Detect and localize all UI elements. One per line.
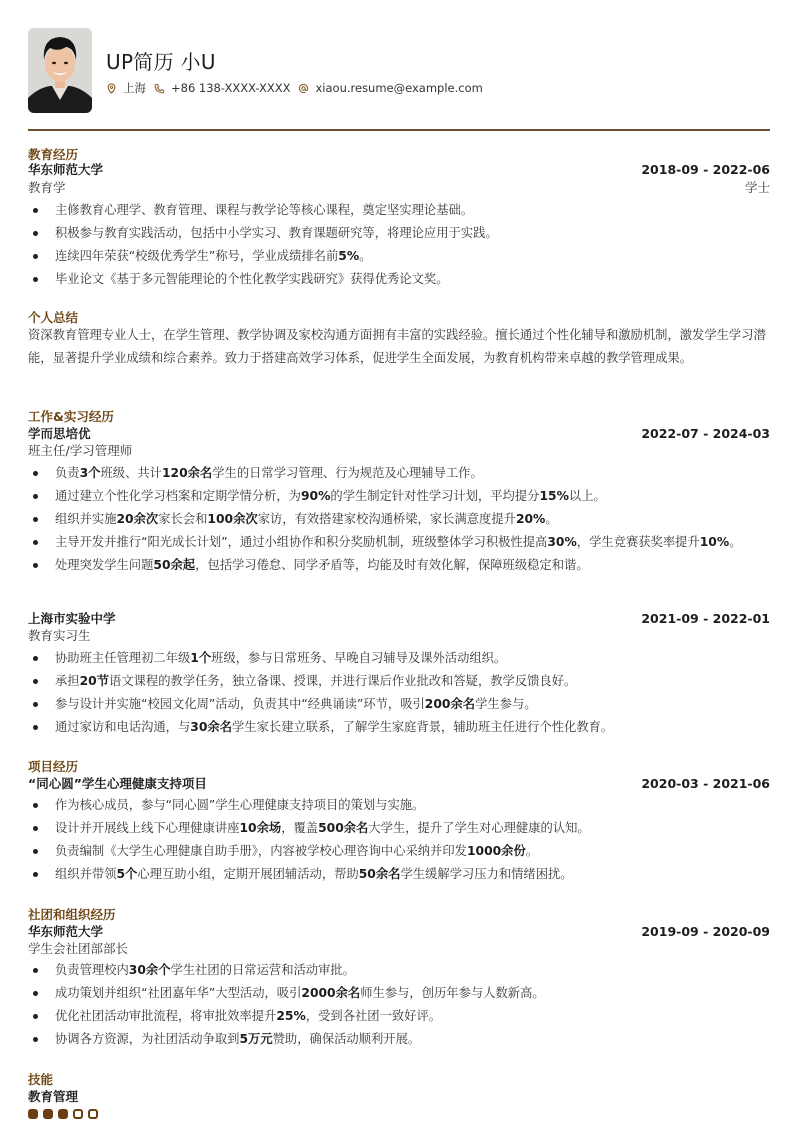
job-date: 2021-09 - 2022-01 bbox=[641, 610, 770, 626]
bullet-item: 参与设计并实施“校园文化周”活动，负责其中“经典诵读”环节，吸引200余名学生参与。 bbox=[28, 693, 770, 716]
company-name: 上海市实验中学 bbox=[28, 611, 116, 626]
location-pin-icon bbox=[106, 83, 117, 94]
candidate-name: UP简历 小U bbox=[106, 50, 216, 74]
job-header bbox=[28, 609, 770, 627]
bullet-item: 负责管理校内30余个学生社团的日常运营和活动审批。 bbox=[28, 959, 770, 982]
job-subheader bbox=[28, 441, 770, 459]
skill-level-rating bbox=[28, 1109, 103, 1119]
club-bullets bbox=[28, 959, 770, 1051]
bullet-item: 成功策划并组织“社团嘉年华”大型活动，吸引2000余名师生参与，创历年参与人数新高。 bbox=[28, 982, 770, 1005]
job-date: 2022-07 - 2024-03 bbox=[641, 425, 770, 441]
job-role: 班主任/学习管理师 bbox=[28, 443, 133, 458]
contact-info bbox=[106, 80, 491, 96]
club-role: 学生会社团部部长 bbox=[28, 941, 129, 956]
job-header bbox=[28, 424, 770, 442]
bullet-item: 承担20节语文课程的教学任务，独立备课、授课，并进行课后作业批改和答疑，教学反馈良好。 bbox=[28, 670, 770, 693]
section-title-work: 工作&实习经历 bbox=[28, 409, 114, 424]
bullet-item: 通过建立个性化学习档案和定期学情分析，为90%的学生制定针对性学习计划，平均提分15%以上。 bbox=[28, 485, 758, 508]
skill-dot-filled-icon bbox=[58, 1109, 68, 1119]
education-subheader bbox=[28, 178, 770, 196]
job-subheader bbox=[28, 626, 770, 644]
skill-dot-filled-icon bbox=[28, 1109, 38, 1119]
job-bullets bbox=[28, 647, 770, 739]
bullet-item: 组织并带领5个心理互助小组，定期开展团辅活动，帮助50余名学生缓解学习压力和情绪困扰。 bbox=[28, 863, 770, 886]
project-date: 2020-03 - 2021-06 bbox=[641, 775, 770, 791]
profile-photo bbox=[28, 28, 92, 113]
education-date: 2018-09 - 2022-06 bbox=[641, 161, 770, 177]
job-bullets bbox=[28, 462, 758, 577]
company-name: 学而思培优 bbox=[28, 426, 91, 441]
skill-row bbox=[28, 1087, 770, 1105]
club-header bbox=[28, 922, 770, 940]
header-divider bbox=[28, 129, 770, 131]
bullet-item: 负责编制《大学生心理健康自助手册》，内容被学校心理咨询中心采纳并印发1000余份。 bbox=[28, 840, 770, 863]
project-bullets bbox=[28, 794, 770, 886]
phone-icon bbox=[154, 83, 165, 94]
summary-text: 资深教育管理专业人士，在学生管理、教学协调及家校沟通方面拥有丰富的实践经验。擅长通过个性化辅导和激励机制，激发学生学习潜能，显著提升学业成绩和综合素养。致力于搭建高效学习体系，促进学生全面发展，为教育机构带来卓越的教学管理成果。 bbox=[28, 328, 766, 365]
club-subheader bbox=[28, 939, 770, 957]
bullet-item: 主修教育心理学、教育管理、课程与教学论等核心课程，奠定坚实理论基础。 bbox=[28, 199, 770, 222]
major: 教育学 bbox=[28, 180, 66, 195]
section-title-summary: 个人总结 bbox=[28, 310, 79, 325]
degree: 学士 bbox=[744, 180, 770, 195]
resume-header bbox=[28, 28, 770, 114]
skill-dot-empty-icon bbox=[88, 1109, 98, 1119]
bullet-item: 优化社团活动审批流程，将审批效率提升25%，受到各社团一致好评。 bbox=[28, 1005, 770, 1028]
bullet-item: 组织并实施20余次家长会和100余次家访，有效搭建家校沟通桥梁，家长满意度提升20%。 bbox=[28, 508, 758, 531]
bullet-item: 作为核心成员，参与“同心圆”学生心理健康支持项目的策划与实施。 bbox=[28, 794, 770, 817]
bullet-item: 协调各方资源，为社团活动争取到5万元赞助，确保活动顺利开展。 bbox=[28, 1028, 770, 1051]
project-header bbox=[28, 774, 770, 792]
email-text[interactable]: xiaou.resume@example.com bbox=[315, 81, 483, 95]
bullet-item: 毕业论文《基于多元智能理论的个性化教学实践研究》获得优秀论文奖。 bbox=[28, 268, 770, 291]
bullet-item: 处理突发学生问题50余起，包括学习倦怠、同学矛盾等，均能及时有效化解，保障班级稳定和谐。 bbox=[28, 554, 758, 577]
bullet-item: 通过家访和电话沟通，与30余名学生家长建立联系，了解学生家庭背景，辅助班主任进行个性化教育。 bbox=[28, 716, 770, 739]
skill-name: 教育管理 bbox=[28, 1089, 79, 1104]
project-name: “同心圆”学生心理健康支持项目 bbox=[28, 776, 207, 791]
bullet-item: 主导开发并推行“阳光成长计划”，通过小组协作和积分奖励机制，班级整体学习积极性提高30%，学生竞赛获奖率提升10%。 bbox=[28, 531, 758, 554]
bullet-item: 连续四年荣获“校级优秀学生”称号，学业成绩排名前5%。 bbox=[28, 245, 770, 268]
bullet-item: 负责3个班级、共计120余名学生的日常学习管理、行为规范及心理辅导工作。 bbox=[28, 462, 758, 485]
section-title-clubs: 社团和组织经历 bbox=[28, 907, 116, 922]
school-name: 华东师范大学 bbox=[28, 162, 104, 177]
contact-email bbox=[298, 81, 482, 95]
skill-dot-filled-icon bbox=[43, 1109, 53, 1119]
club-date: 2019-09 - 2020-09 bbox=[641, 923, 770, 939]
at-sign-icon bbox=[298, 83, 309, 94]
club-org: 华东师范大学 bbox=[28, 924, 104, 939]
bullet-item: 积极参与教育实践活动，包括中小学实习、教育课题研究等，将理论应用于实践。 bbox=[28, 222, 770, 245]
skill-dot-empty-icon bbox=[73, 1109, 83, 1119]
job-role: 教育实习生 bbox=[28, 628, 91, 643]
bullet-item: 协助班主任管理初二年级1个班级，参与日常班务、早晚自习辅导及课外活动组织。 bbox=[28, 647, 770, 670]
section-title-education: 教育经历 bbox=[28, 147, 79, 162]
section-title-projects: 项目经历 bbox=[28, 759, 79, 774]
section-title-skills: 技能 bbox=[28, 1072, 54, 1087]
education-bullets bbox=[28, 199, 770, 291]
phone-text[interactable]: +86 138-XXXX-XXXX bbox=[171, 81, 291, 95]
education-header bbox=[28, 160, 770, 178]
contact-location bbox=[106, 80, 146, 96]
contact-phone bbox=[154, 81, 290, 95]
location-text: 上海 bbox=[123, 81, 146, 95]
bullet-item: 设计并开展线上线下心理健康讲座10余场，覆盖500余名大学生，提升了学生对心理健康的认知。 bbox=[28, 817, 770, 840]
